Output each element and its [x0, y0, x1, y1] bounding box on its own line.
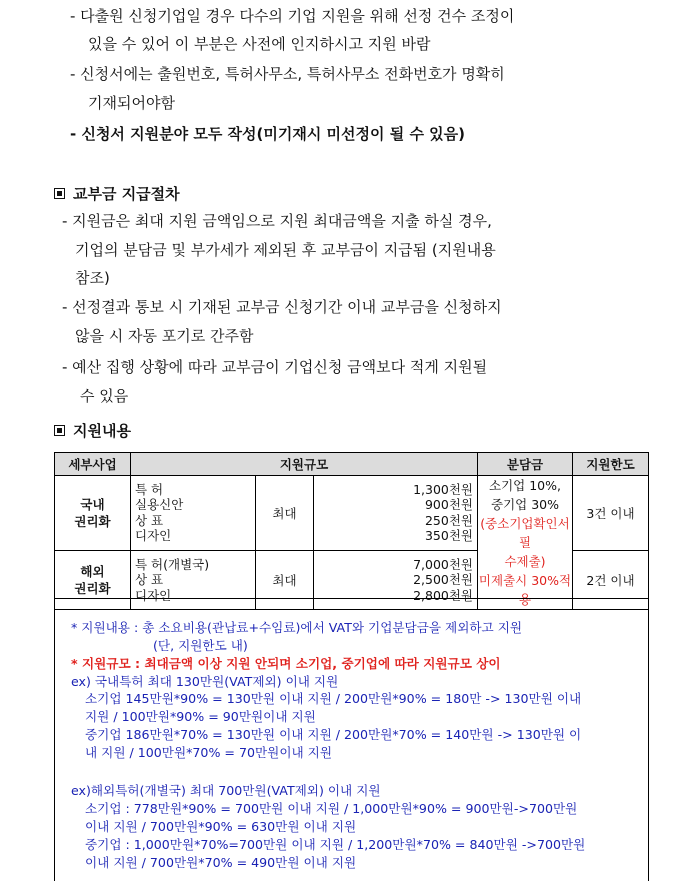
note-line-8: 내 지원 / 100만원*70% = 70만원이내 지원: [85, 745, 332, 760]
payment-line-6: - 예산 집행 상황에 따라 교부금이 기업신청 금액보다 적게 지원될: [62, 358, 488, 376]
item: 특 허: [135, 481, 164, 497]
header-limit: 지원한도: [573, 453, 649, 476]
square-bullet-icon: [54, 188, 65, 199]
note-line-5: 소기업 145만원*90% = 130만원 이내 지원 / 200만원*90% = 180만 -> 130만원 이내: [85, 691, 582, 706]
amount: 350천원: [424, 528, 473, 544]
header-category: 세부사업: [55, 453, 131, 476]
amount: 2,500천원: [413, 572, 473, 588]
item: 디자인: [135, 587, 172, 603]
intro-line-5: - 신청서 지원분야 모두 작성(미기재시 미선정이 될 수 있음): [70, 125, 465, 143]
share-cell: [478, 476, 573, 610]
payment-heading-text: 교부금 지급절차: [73, 185, 180, 203]
note-line-2: (단, 지원한도 내): [153, 638, 248, 653]
notes-box: [54, 598, 649, 881]
note-line-12: 중기업 : 1,000만원*70%=700만원 이내 지원 / 1,200만원*70% = 840만원 ->700만원: [85, 837, 586, 852]
share-line: 수제출): [504, 554, 546, 569]
note-line-4: ex) 국내특허 최대 130만원(VAT제외) 이내 지원: [71, 674, 339, 689]
item: 실용신안: [135, 497, 184, 513]
category-domestic-line1: 국내: [80, 496, 105, 512]
items-domestic: [131, 476, 256, 551]
item: 상 표: [135, 512, 164, 528]
support-table: [54, 452, 649, 610]
share-line: 미제출시 30%적용: [478, 573, 572, 607]
amount: 7,000천원: [413, 556, 473, 572]
payment-line-7: 수 있음: [80, 387, 129, 405]
category-domestic: [55, 476, 131, 551]
category-overseas-line2: 권리화: [74, 580, 111, 596]
limit-overseas: 2건 이내: [573, 550, 649, 609]
table-row-domestic: [55, 476, 649, 551]
square-bullet-icon: [54, 425, 65, 436]
note-line-13: 이내 지원 / 700만원*70% = 490만원 이내 지원: [85, 855, 357, 870]
table-header-row: [55, 453, 649, 476]
payment-heading: [54, 183, 180, 204]
limit-domestic: 3건 이내: [573, 476, 649, 551]
intro-line-2: 있을 수 있어 이 부분은 사전에 인지하시고 지원 바람: [88, 35, 431, 53]
amount: 900천원: [424, 497, 473, 513]
share-line: 소기업 10%,: [489, 478, 561, 493]
amount: 250천원: [424, 512, 473, 528]
item: 상 표: [135, 572, 164, 588]
payment-line-5: 않을 시 자동 포기로 간주함: [75, 327, 254, 345]
amount: 1,300천원: [413, 481, 473, 497]
header-scale: 지원규모: [131, 453, 478, 476]
note-line-11: 이내 지원 / 700만원*90% = 630만원 이내 지원: [85, 819, 357, 834]
item: 디자인: [135, 528, 172, 544]
header-share: 분담금: [478, 453, 573, 476]
max-domestic: 최대: [256, 476, 314, 551]
share-line: 중기업 30%: [491, 497, 559, 512]
item: 특 허(개별국): [135, 556, 210, 572]
amounts-domestic: [314, 476, 478, 551]
payment-line-4: - 선정결과 통보 시 기재된 교부금 신청기간 이내 교부금을 신청하지: [62, 298, 502, 316]
max-overseas: 최대: [256, 550, 314, 609]
note-line-1: * 지원내용 : 총 소요비용(관납료+수임료)에서 VAT와 기업분담금을 제외하고 지원: [71, 620, 523, 635]
payment-line-2: 기업의 분담금 및 부가세가 제외된 후 교부금이 지급됨 (지원내용: [75, 241, 496, 259]
note-line-9: ex)해외특허(개별국) 최대 700만원(VAT제외) 이내 지원: [71, 783, 381, 798]
note-line-7: 중기업 186만원*70% = 130만원 이내 지원 / 200만원*70% = 140만원 -> 130만원 이: [85, 727, 582, 742]
intro-line-4: 기재되어야함: [88, 94, 175, 112]
category-domestic-line2: 권리화: [74, 513, 111, 529]
payment-line-1: - 지원금은 최대 지원 금액임으로 지원 최대금액을 지출 하실 경우,: [62, 212, 492, 230]
category-overseas-line1: 해외: [80, 563, 105, 579]
support-heading: [54, 420, 131, 441]
intro-line-1: - 다출원 신청기업일 경우 다수의 기업 지원을 위해 선정 건수 조정이: [70, 7, 515, 25]
note-line-10: 소기업 : 778만원*90% = 700만원 이내 지원 / 1,000만원*90% = 900만원->700만원: [85, 801, 578, 816]
intro-line-3: - 신청서에는 출원번호, 특허사무소, 특허사무소 전화번호가 명확히: [70, 65, 505, 83]
note-line-3: * 지원규모 : 최대금액 이상 지원 안되며 소기업, 중기업에 따라 지원규모 상이: [71, 656, 501, 671]
note-line-6: 지원 / 100만원*90% = 90만원이내 지원: [85, 709, 316, 724]
support-heading-text: 지원내용: [73, 422, 131, 440]
share-line: (중소기업확인서필: [480, 516, 570, 550]
amount: 2,800천원: [413, 587, 473, 603]
payment-line-3: 참조): [75, 269, 110, 287]
